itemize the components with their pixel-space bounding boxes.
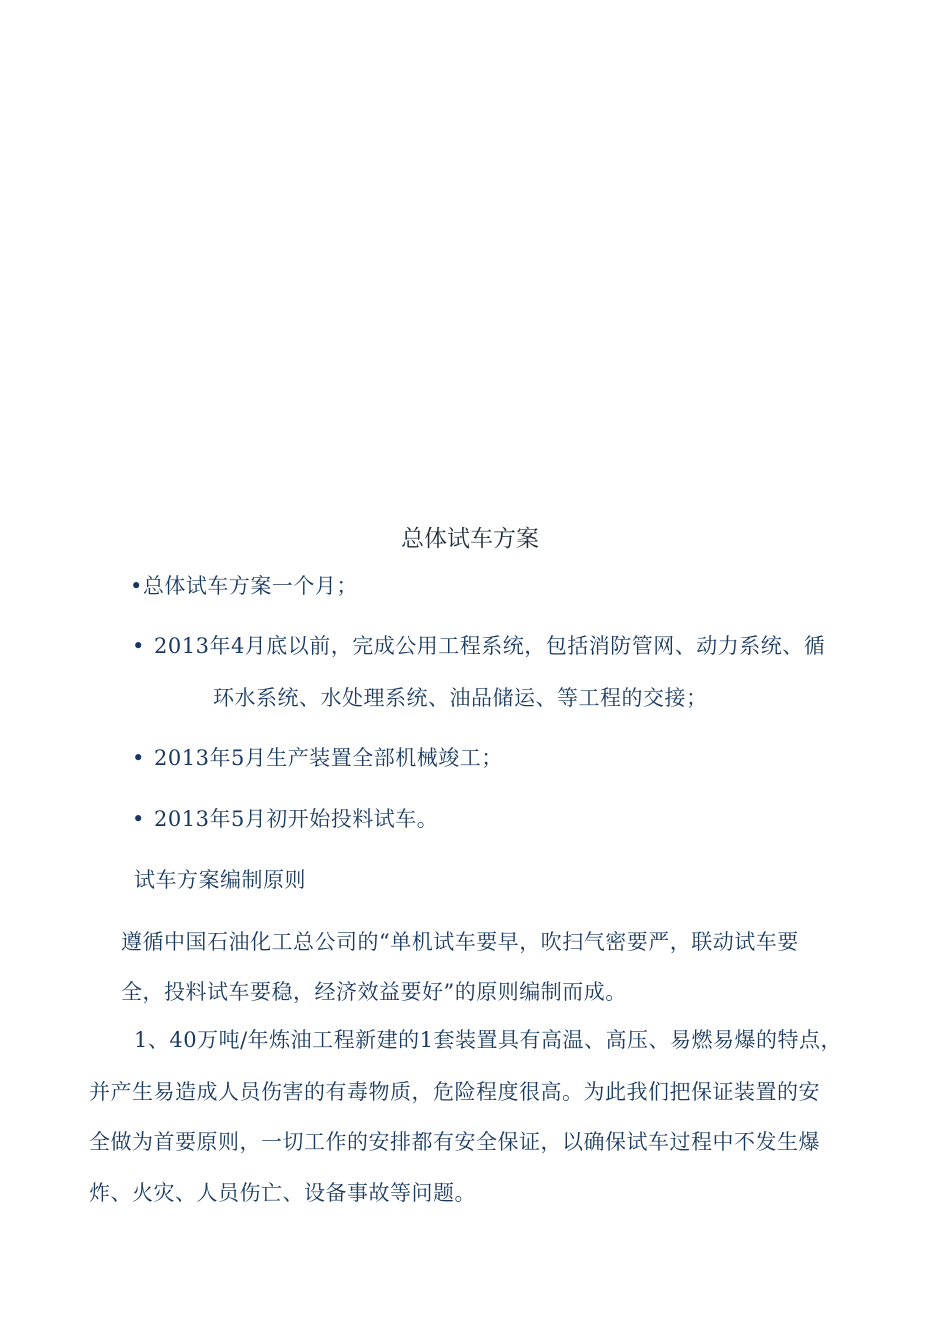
- principle-paragraph-line-2: 全，投料试车要稳，经济效益要好”的原则编制而成。: [121, 980, 627, 1004]
- item-1-line-1: 1、40万吨/年炼油工程新建的1套装置具有高温、高压、易燃易爆的特点，: [134, 1028, 843, 1052]
- bullet-item-1-continuation: 环水系统、水处理系统、油品储运、等工程的交接；: [213, 686, 708, 710]
- bullet-text: 2013年5月生产装置全部机械竣工；: [154, 746, 503, 770]
- bullet-text: 2013年5月初开始投料试车。: [154, 807, 439, 831]
- bullet-text: 2013年4月底以前，完成公用工程系统，包括消防管网、动力系统、循: [154, 634, 826, 658]
- bullet-item-1: [132, 632, 825, 660]
- bullet-marker: •: [132, 746, 145, 770]
- bullet-marker: •: [132, 634, 145, 658]
- document-title: 总体试车方案: [401, 526, 539, 552]
- item-1-line-3: 全做为首要原则，一切工作的安排都有安全保证，以确保试车过程中不发生爆: [89, 1130, 820, 1154]
- section-heading: 试车方案编制原则: [134, 868, 306, 892]
- bullet-item-3: [132, 805, 438, 833]
- summary-line: •总体试车方案一个月；: [130, 574, 358, 598]
- bullet-marker: •: [132, 807, 145, 831]
- item-1-line-4: 炸、火灾、人员伤亡、设备事故等问题。: [89, 1181, 476, 1205]
- principle-paragraph-line-1: 遵循中国石油化工总公司的“单机试车要早，吹扫气密要严，联动试车要: [121, 930, 799, 954]
- item-1-line-2: 并产生易造成人员伤害的有毒物质，危险程度很高。为此我们把保证装置的安: [89, 1080, 820, 1104]
- bullet-item-2: [132, 744, 503, 772]
